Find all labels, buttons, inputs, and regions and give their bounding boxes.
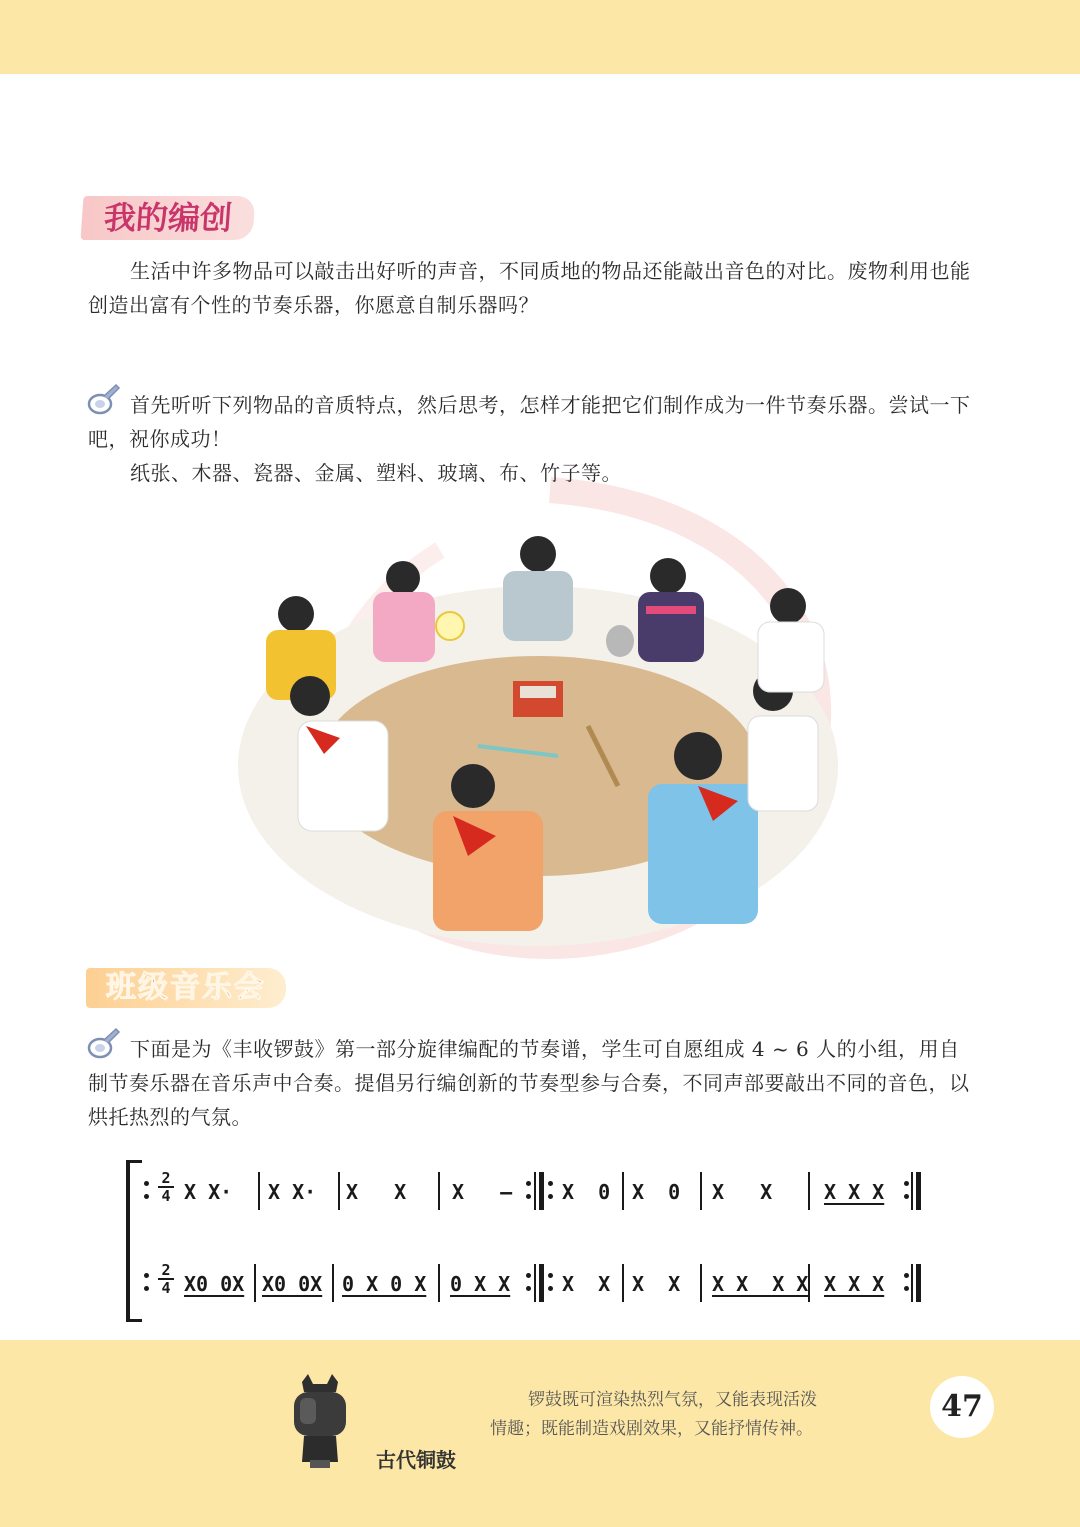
measure: 0 X X xyxy=(450,1272,511,1296)
barline xyxy=(258,1172,260,1210)
barline xyxy=(808,1172,810,1210)
measure: X X xyxy=(562,1272,611,1296)
measure: X – xyxy=(452,1180,513,1204)
measure: X X X xyxy=(824,1180,885,1204)
barline xyxy=(338,1172,340,1210)
barline xyxy=(622,1264,624,1302)
measure: X 0 xyxy=(632,1180,681,1204)
barline xyxy=(622,1172,624,1210)
header-band xyxy=(0,0,1080,74)
task-paragraph: 首先听听下列物品的音质特点，然后思考，怎样才能把它们制作成为一件节奏乐器。尝试一下吧，祝你成功！ xyxy=(88,393,971,451)
concert-task-paragraph: 下面是为《丰收锣鼓》第一部分旋律编配的节奏谱，学生可自愿组成 4 ~ 6 人的小组，用自制节奏乐器在音乐声中合奏。提倡另行编创新的节奏型参与合奏，不同声部要敲出不同的音色，以烘托热烈的气氛。 xyxy=(88,1037,970,1129)
section-title-my-creation: 我的编创 xyxy=(80,196,255,240)
page-number: 47 xyxy=(930,1376,994,1438)
students-circle-photo xyxy=(228,516,848,956)
measure: X X X xyxy=(824,1272,885,1296)
barline xyxy=(700,1172,702,1210)
measure: X0 0X xyxy=(262,1272,323,1296)
rhythm-score xyxy=(126,1160,926,1320)
measure: X X· xyxy=(268,1180,317,1204)
section-title-class-concert: 班级音乐会 xyxy=(86,968,286,1008)
measure: 0 X 0 X xyxy=(342,1272,427,1296)
time-signature: 2 4 xyxy=(158,1262,174,1296)
barline xyxy=(808,1264,810,1302)
measure: X X· xyxy=(184,1180,233,1204)
time-signature: 2 4 xyxy=(158,1170,174,1204)
measure: X0 0X xyxy=(184,1272,245,1296)
system-bracket xyxy=(126,1160,142,1322)
measure: X X xyxy=(346,1180,407,1204)
bronze-drum-icon xyxy=(280,1372,360,1472)
repeat-sign xyxy=(526,1172,550,1210)
drum-caption: 古代铜鼓 xyxy=(376,1448,456,1472)
repeat-end xyxy=(904,1264,920,1302)
barline xyxy=(438,1264,440,1302)
measure: X X xyxy=(712,1180,773,1204)
materials-list: 纸张、木器、瓷器、金属、塑料、玻璃、布、竹子等。 xyxy=(130,461,622,485)
barline xyxy=(700,1264,702,1302)
drum-note: 锣鼓既可渲染热烈气氛，又能表现活泼情趣；既能制造戏剧效果，又能抒情传神。 xyxy=(490,1390,817,1439)
measure: X X xyxy=(632,1272,681,1296)
measure: X 0 xyxy=(562,1180,611,1204)
barline xyxy=(438,1172,440,1210)
measure: X X X X xyxy=(712,1272,809,1296)
barline xyxy=(332,1264,334,1302)
intro-paragraph: 生活中许多物品可以敲击出好听的声音，不同质地的物品还能敲出音色的对比。废物利用也能创造出富有个性的节奏乐器，你愿意自制乐器吗？ xyxy=(88,259,971,317)
barline xyxy=(254,1264,256,1302)
repeat-sign xyxy=(526,1264,550,1302)
repeat-end xyxy=(904,1172,920,1210)
